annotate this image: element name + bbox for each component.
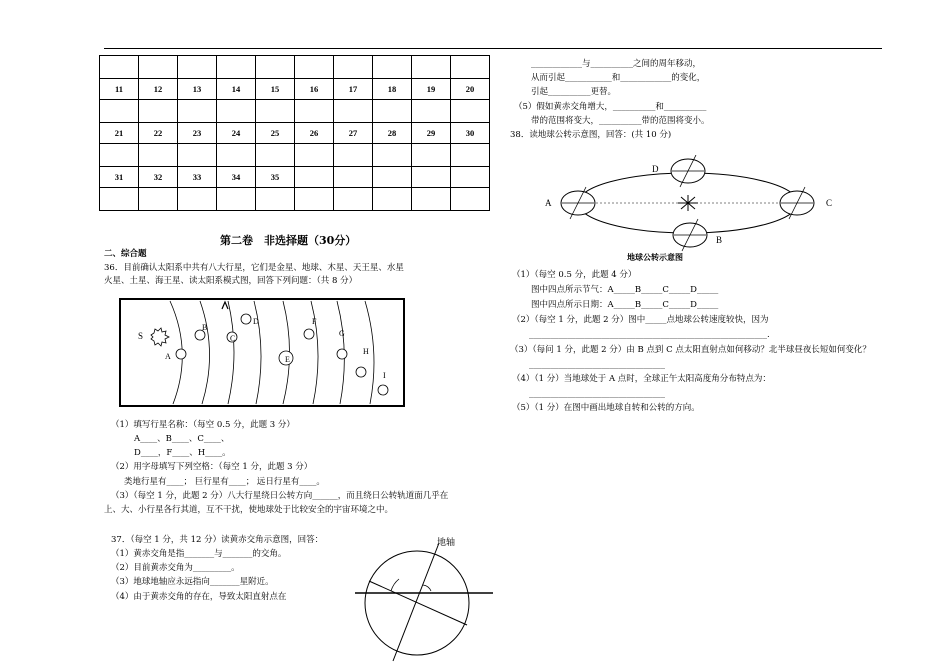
point-label-d: D bbox=[652, 164, 659, 174]
grid-cell bbox=[295, 167, 334, 188]
q38-part4-a: （4）（1 分）当地球处于 A 点时，全球正午太阳高度角分布特点为： bbox=[512, 374, 771, 384]
grid-cell[interactable] bbox=[295, 144, 334, 167]
grid-row bbox=[100, 100, 490, 123]
planet-label-h: H bbox=[363, 347, 369, 356]
q36-part2: （2）用字母填写下列空格：（每空 1 分，此题 3 分） bbox=[111, 462, 313, 472]
grid-cell[interactable] bbox=[295, 188, 334, 211]
planet-label-b: B bbox=[202, 323, 208, 332]
grid-cell: 29 bbox=[412, 123, 451, 144]
axis-label: 地轴 bbox=[437, 537, 456, 547]
q36-part3-a: （3）（每空 1 分，此题 2 分）八大行星绕日公转方向______，而且绕日公转轨道面几乎在 bbox=[111, 491, 449, 501]
grid-cell[interactable] bbox=[451, 100, 490, 123]
grid-cell: 21 bbox=[100, 123, 139, 144]
grid-cell: 28 bbox=[373, 123, 412, 144]
grid-cell: 14 bbox=[217, 79, 256, 100]
point-label-c: C bbox=[826, 198, 833, 208]
grid-cell: 18 bbox=[373, 79, 412, 100]
grid-cell: 31 bbox=[100, 167, 139, 188]
planet-label-a: A bbox=[165, 352, 171, 361]
planet-label-i: I bbox=[383, 371, 386, 380]
solar-system-diagram bbox=[118, 297, 408, 409]
grid-cell[interactable] bbox=[451, 144, 490, 167]
grid-cell: 35 bbox=[256, 167, 295, 188]
grid-cell[interactable] bbox=[373, 188, 412, 211]
grid-cell[interactable] bbox=[139, 144, 178, 167]
grid-cell[interactable] bbox=[217, 100, 256, 123]
grid-cell[interactable] bbox=[412, 100, 451, 123]
grid-cell: 25 bbox=[256, 123, 295, 144]
grid-cell: 26 bbox=[295, 123, 334, 144]
q38-part2-a: （2）（每空 1 分，此题 2 分）图中_____点地球公转速度较快，因为 bbox=[512, 315, 769, 325]
grid-cell[interactable] bbox=[373, 56, 412, 79]
grid-row bbox=[100, 123, 490, 144]
grid-row bbox=[100, 144, 490, 167]
grid-cell: 13 bbox=[178, 79, 217, 100]
grid-cell: 30 bbox=[451, 123, 490, 144]
q37-part5-b: 带的范围将变大，__________带的范围将变小。 bbox=[531, 116, 710, 126]
grid-row bbox=[100, 79, 490, 100]
grid-row bbox=[100, 188, 490, 211]
q36-stem-2: 火星、土星、海王星、读太阳系模式图，回答下列问题：（共 8 分） bbox=[104, 276, 358, 286]
grid-cell[interactable] bbox=[295, 56, 334, 79]
planet-label-d: D bbox=[253, 317, 259, 326]
grid-cell[interactable] bbox=[412, 188, 451, 211]
grid-cell: 11 bbox=[100, 79, 139, 100]
q38-part2-b: ________________________________________________________. bbox=[529, 330, 770, 340]
grid-cell[interactable] bbox=[178, 100, 217, 123]
q37-part3: （3）地球地轴应永远指向_______星附近。 bbox=[111, 577, 274, 587]
q36-stem-1: 36．目前确认太阳系中共有八大行星，它们是金星、地球、木星、天王星、水星 bbox=[104, 263, 404, 273]
grid-cell: 17 bbox=[334, 79, 373, 100]
grid-cell[interactable] bbox=[256, 56, 295, 79]
grid-cell: 32 bbox=[139, 167, 178, 188]
grid-cell[interactable] bbox=[256, 144, 295, 167]
q38-part4-b: ________________________________ bbox=[529, 389, 665, 399]
grid-cell[interactable] bbox=[295, 100, 334, 123]
grid-cell: 34 bbox=[217, 167, 256, 188]
grid-cell[interactable] bbox=[412, 144, 451, 167]
grid-cell[interactable] bbox=[451, 56, 490, 79]
grid-cell[interactable] bbox=[217, 144, 256, 167]
obliquity-diagram bbox=[355, 533, 495, 668]
grid-cell[interactable] bbox=[451, 188, 490, 211]
q37-part5-a: （5）假如黄赤交角增大，__________和__________ bbox=[514, 102, 707, 112]
planet-label-f: F bbox=[312, 317, 317, 326]
point-label-a: A bbox=[545, 198, 552, 208]
grid-row bbox=[100, 167, 490, 188]
grid-cell[interactable] bbox=[334, 100, 373, 123]
q37-part4: （4）由于黄赤交角的存在，导致太阳直射点在 bbox=[111, 592, 287, 602]
grid-cell: 23 bbox=[178, 123, 217, 144]
grid-cell: 22 bbox=[139, 123, 178, 144]
grid-cell[interactable] bbox=[139, 100, 178, 123]
part-title: 二、综合题 bbox=[104, 249, 147, 259]
grid-cell: 15 bbox=[256, 79, 295, 100]
q37-cont-3: 引起__________更替。 bbox=[531, 87, 617, 97]
q37-part1: （1）黄赤交角是指_______与_______的交角。 bbox=[111, 549, 287, 559]
q37-cont-2: 从而引起___________和____________的变化， bbox=[531, 73, 706, 83]
grid-cell: 20 bbox=[451, 79, 490, 100]
q38-caption: 地球公转示意图 bbox=[627, 253, 683, 262]
grid-cell bbox=[373, 167, 412, 188]
grid-cell: 33 bbox=[178, 167, 217, 188]
q36-part1-b: D____，F____、H____。 bbox=[134, 448, 231, 458]
grid-cell bbox=[412, 167, 451, 188]
point-label-b: B bbox=[716, 235, 723, 245]
grid-cell bbox=[451, 167, 490, 188]
grid-cell[interactable] bbox=[256, 100, 295, 123]
q38-part3-a: （3）（每问 1 分，此题 2 分）由 B 点到 C 点太阳直射点如何移动？北半球昼夜长短如何变化？ bbox=[510, 345, 871, 355]
q38-part3-b: ________________________________ bbox=[529, 360, 665, 370]
grid-cell[interactable] bbox=[100, 188, 139, 211]
grid-cell[interactable] bbox=[100, 144, 139, 167]
grid-cell: 24 bbox=[217, 123, 256, 144]
grid-cell[interactable] bbox=[178, 56, 217, 79]
grid-cell[interactable] bbox=[334, 144, 373, 167]
q36-part3-b: 上、大、小行星各行其道，互不干扰，使地球处于比较安全的宇宙环境之中。 bbox=[104, 505, 394, 515]
grid-row bbox=[100, 56, 490, 79]
grid-cell[interactable] bbox=[373, 144, 412, 167]
answer-grid bbox=[99, 55, 490, 211]
grid-cell[interactable] bbox=[217, 56, 256, 79]
grid-cell bbox=[334, 167, 373, 188]
q38-stem: 38．读地球公转示意图，回答：(共 10 分) bbox=[510, 130, 672, 140]
q37-cont-1: ____________与__________之间的周年移动， bbox=[531, 59, 702, 69]
grid-cell[interactable] bbox=[256, 188, 295, 211]
sun-label: S bbox=[138, 331, 144, 341]
top-rule bbox=[104, 48, 882, 49]
q38-part1-b: 图中四点所示日期：A_____B_____C_____D_____ bbox=[531, 300, 719, 310]
grid-cell[interactable] bbox=[373, 100, 412, 123]
q36-part2-a: 类地行星有____； 巨行星有____； 远日行星有____。 bbox=[124, 477, 325, 487]
grid-cell: 16 bbox=[295, 79, 334, 100]
grid-cell: 19 bbox=[412, 79, 451, 100]
section-title: 第二卷 非选择题（30分） bbox=[220, 234, 357, 247]
sun-icon bbox=[678, 195, 698, 211]
revolution-diagram bbox=[540, 155, 840, 255]
grid-cell[interactable] bbox=[217, 188, 256, 211]
q37-part2: （2）目前黄赤交角为_________。 bbox=[111, 563, 240, 573]
planet-label-e: E bbox=[285, 355, 290, 364]
sun-icon bbox=[151, 328, 169, 346]
grid-cell[interactable] bbox=[100, 100, 139, 123]
planet-label-g: G bbox=[339, 329, 345, 338]
q38-part1: （1）（每空 0.5 分，此题 4 分） bbox=[512, 270, 637, 280]
planet-label-c: C bbox=[230, 334, 236, 343]
grid-cell[interactable] bbox=[178, 144, 217, 167]
q36-part1-a: A____、B____、C____、 bbox=[134, 434, 230, 444]
grid-cell[interactable] bbox=[178, 188, 217, 211]
q38-part5: （5）（1 分）在图中画出地球自转和公转的方向。 bbox=[512, 403, 700, 413]
grid-cell[interactable] bbox=[139, 188, 178, 211]
grid-cell[interactable] bbox=[139, 56, 178, 79]
q37-stem: 37．（每空 1 分，共 12 分）读黄赤交角示意图，回答： bbox=[111, 535, 324, 545]
grid-cell: 27 bbox=[334, 123, 373, 144]
grid-cell[interactable] bbox=[334, 188, 373, 211]
grid-cell[interactable] bbox=[412, 56, 451, 79]
grid-cell: 12 bbox=[139, 79, 178, 100]
grid-cell[interactable] bbox=[100, 56, 139, 79]
grid-cell[interactable] bbox=[334, 56, 373, 79]
q38-part1-a: 图中四点所示节气：A_____B_____C_____D_____ bbox=[531, 285, 719, 295]
q36-part1: （1）填写行星名称：（每空 0.5 分，此题 3 分） bbox=[111, 420, 295, 430]
